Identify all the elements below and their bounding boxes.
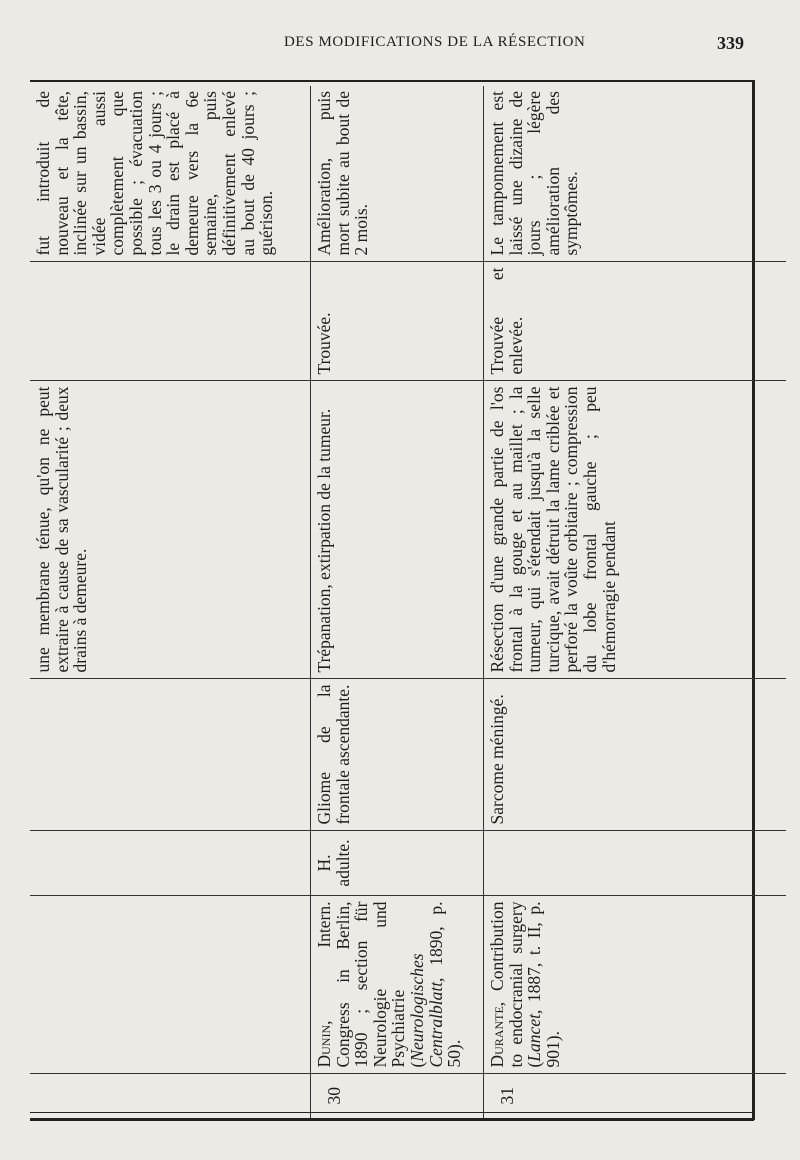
- table-row: [484, 86, 787, 1118]
- case-table: [30, 86, 786, 1118]
- cell-author: [30, 896, 311, 1074]
- cell-result: Amélioration, puis mort subite au bout de 2 mois.: [311, 86, 484, 262]
- age: adulte.: [332, 839, 353, 887]
- source-text: , Intern. Congress in Berlin, 1890 ; section für Neurologie und Psychiatrie (: [314, 901, 427, 1068]
- cell-author: [484, 896, 787, 1074]
- page-number: 339: [717, 33, 744, 53]
- table-row-continuation: [30, 86, 311, 1118]
- case-number: 30: [311, 1074, 484, 1118]
- source-end: , 1890, p. 50).: [425, 901, 465, 1068]
- case-number: 31: [484, 1074, 787, 1118]
- sex: H.: [314, 854, 334, 872]
- cell-operation: une membrane ténue, qu'on ne peut extraire à cause de sa vascularité ; deux drains à demeure.: [30, 381, 311, 679]
- author-name: Durante: [487, 1006, 507, 1068]
- cell-author: [311, 896, 484, 1074]
- source-journal: Lancet: [524, 1014, 545, 1062]
- cell-tumor: [30, 262, 311, 381]
- source-end: , 1887, t. II, p. 901).: [524, 901, 563, 1068]
- table-row: [311, 86, 484, 1118]
- cell-number: [30, 1074, 311, 1118]
- cell-operation: Résection d'une grande partie de l'os frontal à la gouge et au maillet ; la tumeur, qui s'étendait jusqu'à la selle turcique, avait détruit la lame criblée et perforé la voûte orbitaire ; compression du lobe frontal gauche ; peu d'hémorragie pendant: [484, 381, 787, 679]
- cell-diagnosis: [30, 679, 311, 831]
- author-name: Dunin: [314, 1024, 334, 1068]
- cell-result: fut introduit de nouveau et la tête, inclinée sur un bassin, vidée aussi complètement que possible ; évacuation tous les 3 ou 4 jours ; le drain est placé à demeure vers la 6e semaine, puis définitivement enlevé au bout de 40 jours ; guérison.: [30, 86, 311, 262]
- cell-result: Le tamponnement est laissé une dizaine de jours ; légère amélioration des symptômes.: [484, 86, 787, 262]
- cell-tumor: Trouvée et enlevée.: [484, 262, 787, 381]
- table-top-rule: [30, 80, 754, 82]
- cell-tumor: Trouvée.: [311, 262, 484, 381]
- source-journal: Neurologisches Centralblatt: [406, 953, 446, 1068]
- cell-diagnosis: Sarcome méningé.: [484, 679, 787, 831]
- cell-operation: Trépanation, extirpation de la tumeur.: [311, 381, 484, 679]
- cell-sex-age: [30, 831, 311, 896]
- source-text: , Contribution to endocranial surgery (: [487, 901, 545, 1068]
- cell-diagnosis: Gliome de la frontale ascendante.: [311, 679, 484, 831]
- running-title: DES MODIFICATIONS DE LA RÉSECTION: [284, 34, 586, 50]
- cell-sex-age: [484, 831, 787, 896]
- cell-sex-age: [311, 831, 484, 896]
- table-bottom-rule: [30, 1118, 754, 1121]
- rotated-table-wrapper: [30, 86, 752, 1118]
